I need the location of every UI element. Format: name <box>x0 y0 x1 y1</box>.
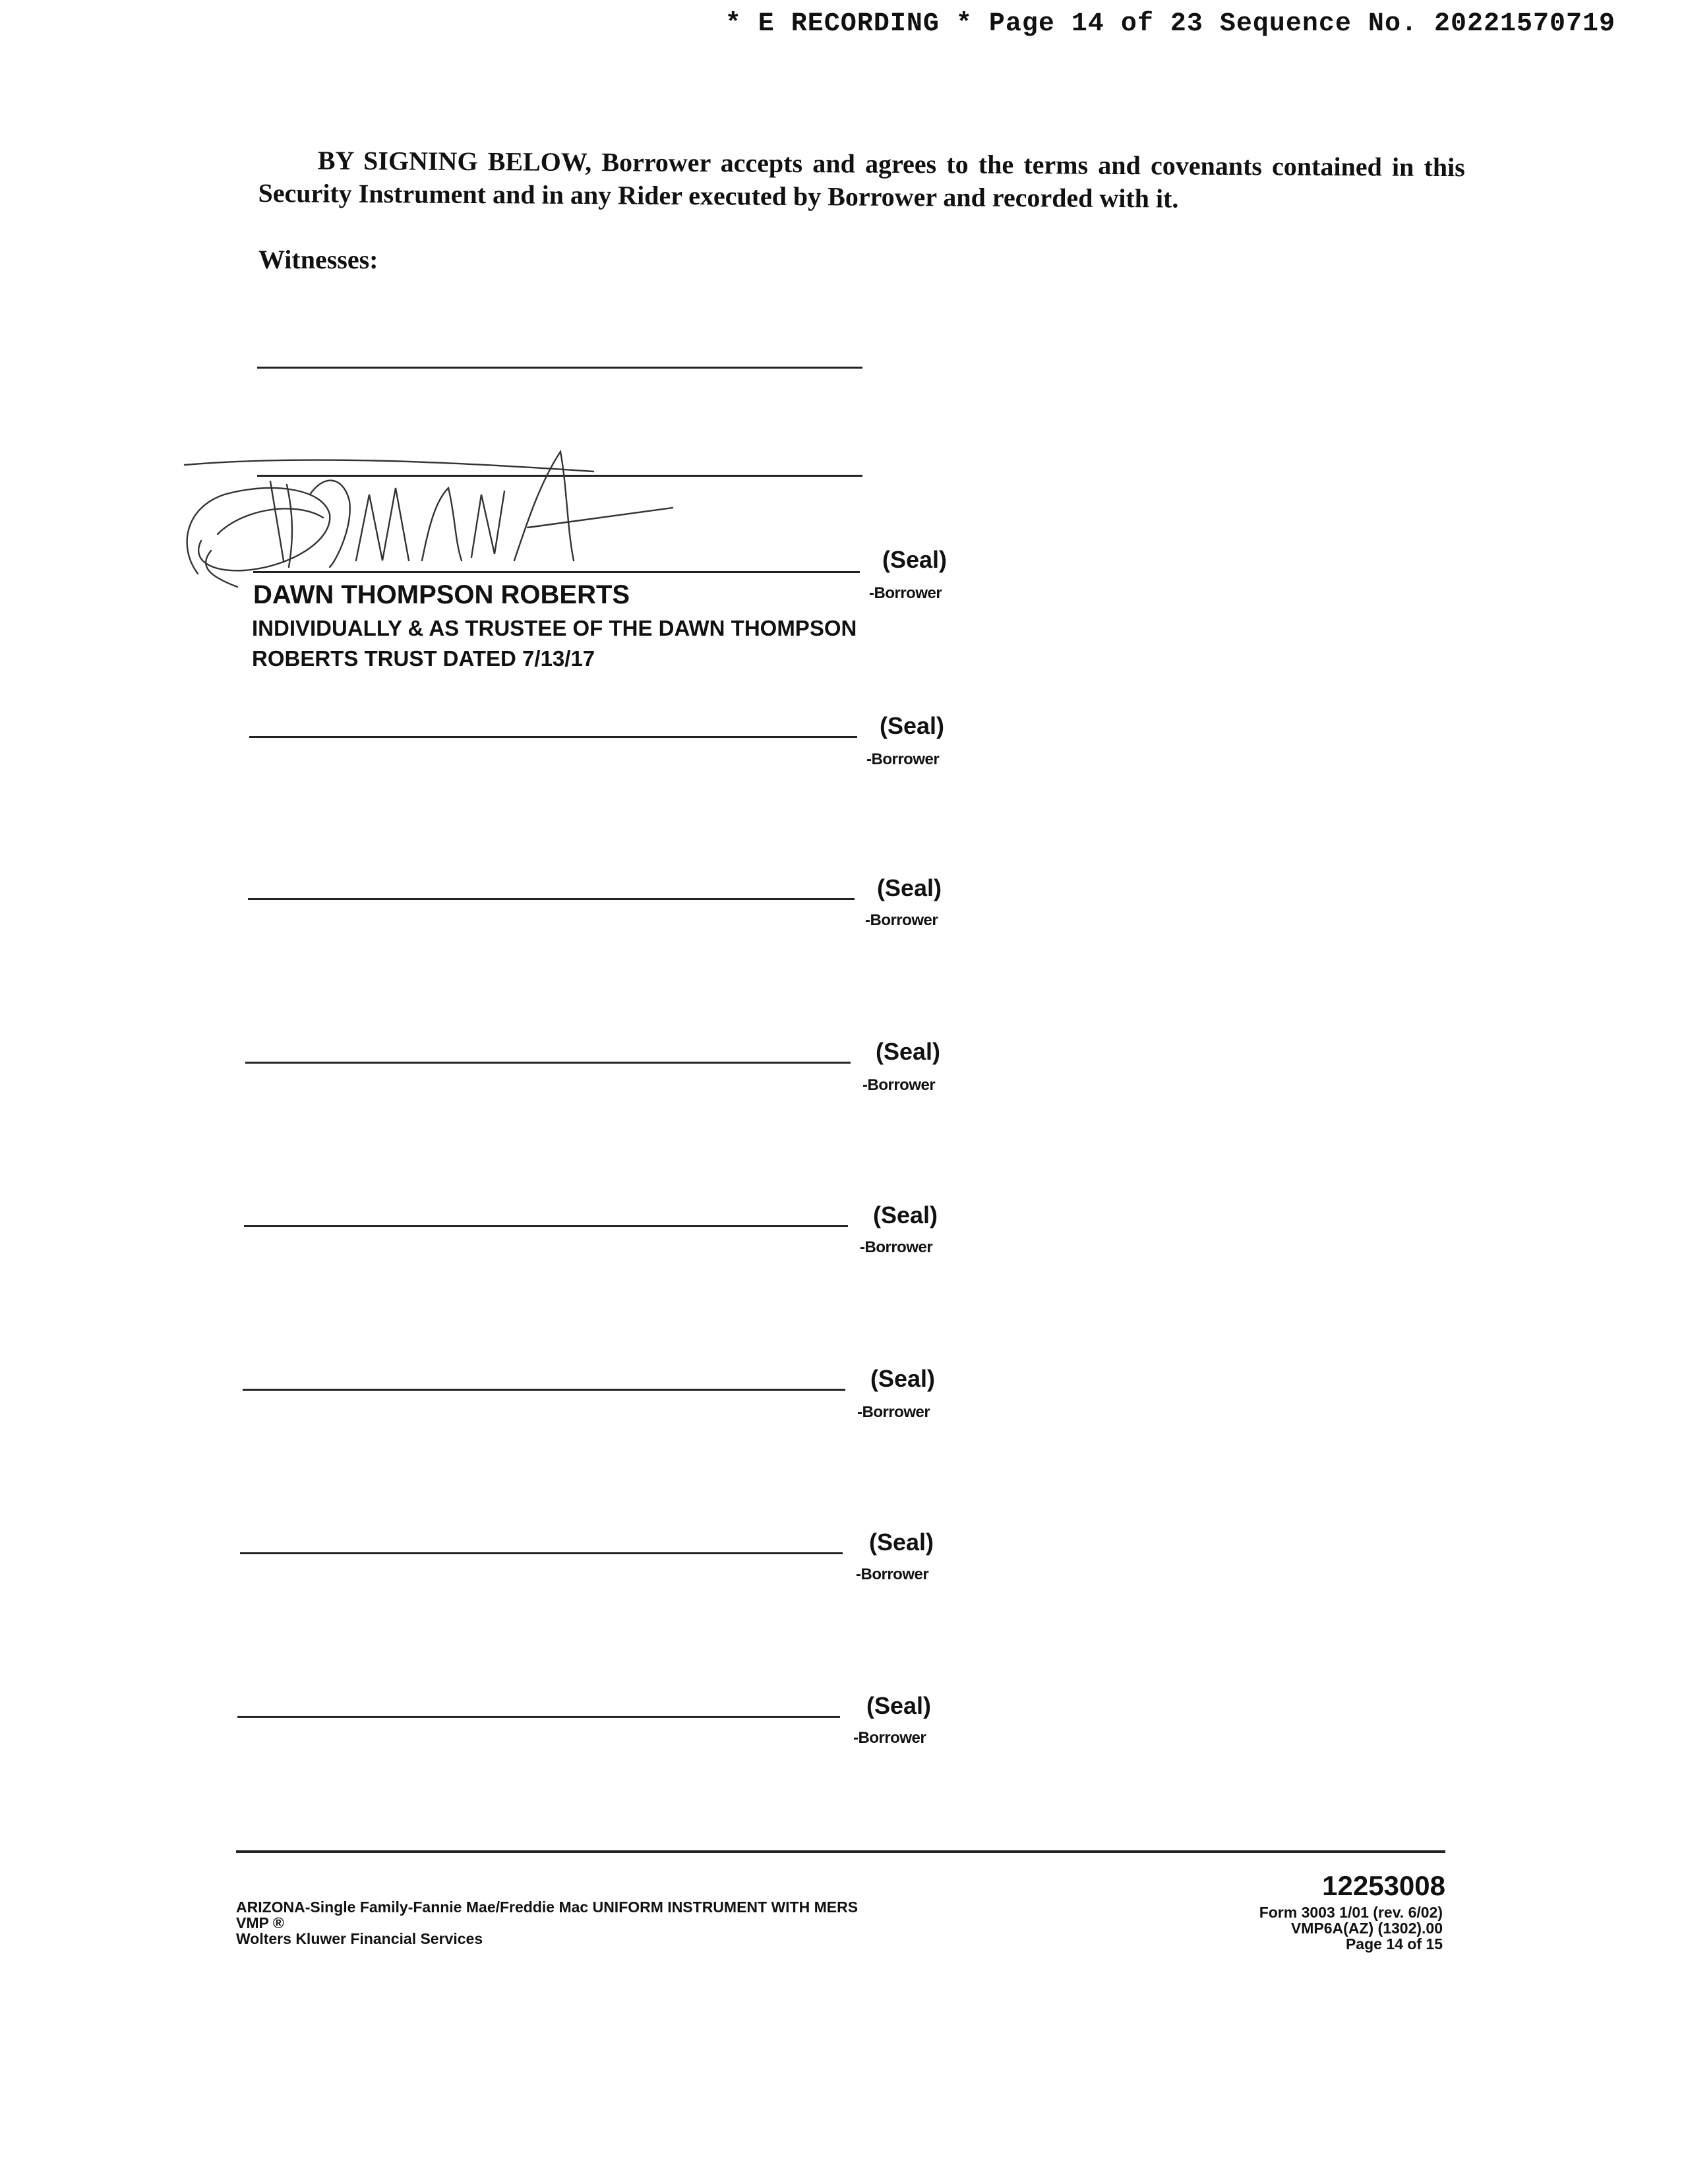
signature-line-3 <box>248 898 855 900</box>
seal-label: (Seal) <box>870 1365 936 1392</box>
form-number: Form 3003 1/01 (rev. 6/02) <box>1259 1904 1443 1921</box>
borrower-label: -Borrower <box>853 1729 926 1747</box>
signature-line-6 <box>243 1389 845 1391</box>
signing-statement <box>258 144 1465 217</box>
form-title: ARIZONA-Single Family-Fannie Mae/Freddie Mac UNIFORM INSTRUMENT WITH MERS <box>236 1898 859 1916</box>
seal-label: (Seal) <box>880 712 945 739</box>
page-number: Page 14 of 15 <box>1345 1935 1443 1953</box>
seal-label: (Seal) <box>873 1201 938 1228</box>
seal-label: (Seal) <box>866 1692 932 1719</box>
seal-label: (Seal) <box>876 1038 941 1065</box>
footer-form-codes <box>1259 1904 1443 1952</box>
vmp-mark: VMP ® <box>236 1914 284 1931</box>
seal-label: (Seal) <box>869 1529 934 1556</box>
signature-line-1 <box>253 571 860 573</box>
witness-line-1 <box>257 367 862 369</box>
borrower-label: -Borrower <box>862 1076 936 1094</box>
seal-label: (Seal) <box>882 546 948 573</box>
signature-line-7 <box>240 1552 843 1554</box>
signing-statement-lead: BY SIGNING BELOW, <box>317 145 592 177</box>
footer-form-info <box>236 1899 858 1947</box>
borrower-label: -Borrower <box>865 911 938 929</box>
borrower-label: -Borrower <box>857 1403 930 1421</box>
signing-statement-body: Borrower accepts and agrees to the terms and covenants contained in this Security Instrument and in any Rider executed by Borrower and recorded with it. <box>258 147 1465 214</box>
form-code: VMP6A(AZ) (1302).00 <box>1290 1920 1443 1937</box>
borrower-label: -Borrower <box>869 584 942 602</box>
signer-capacity-line-1: INDIVIDUALLY & AS TRUSTEE OF THE DAWN THOMPSON <box>252 616 857 640</box>
signature-line-4 <box>245 1062 851 1064</box>
borrower-label: -Borrower <box>860 1238 933 1256</box>
signer-name: DAWN THOMPSON ROBERTS <box>253 580 630 609</box>
footer-divider <box>236 1850 1445 1853</box>
signature-line-2 <box>249 736 857 738</box>
borrower-label: -Borrower <box>856 1565 929 1583</box>
recording-header: * E RECORDING * Page 14 of 23 Sequence No. 20221570719 <box>725 9 1615 39</box>
loan-number: 12253008 <box>1322 1870 1445 1901</box>
borrower-label: -Borrower <box>866 750 940 768</box>
signature-line-5 <box>244 1225 848 1227</box>
signature-line-8 <box>237 1716 840 1718</box>
witnesses-label: Witnesses: <box>258 245 378 274</box>
publisher-name: Wolters Kluwer Financial Services <box>236 1930 483 1947</box>
signer-capacity-line-2: ROBERTS TRUST DATED 7/13/17 <box>252 646 595 671</box>
seal-label: (Seal) <box>877 874 942 901</box>
